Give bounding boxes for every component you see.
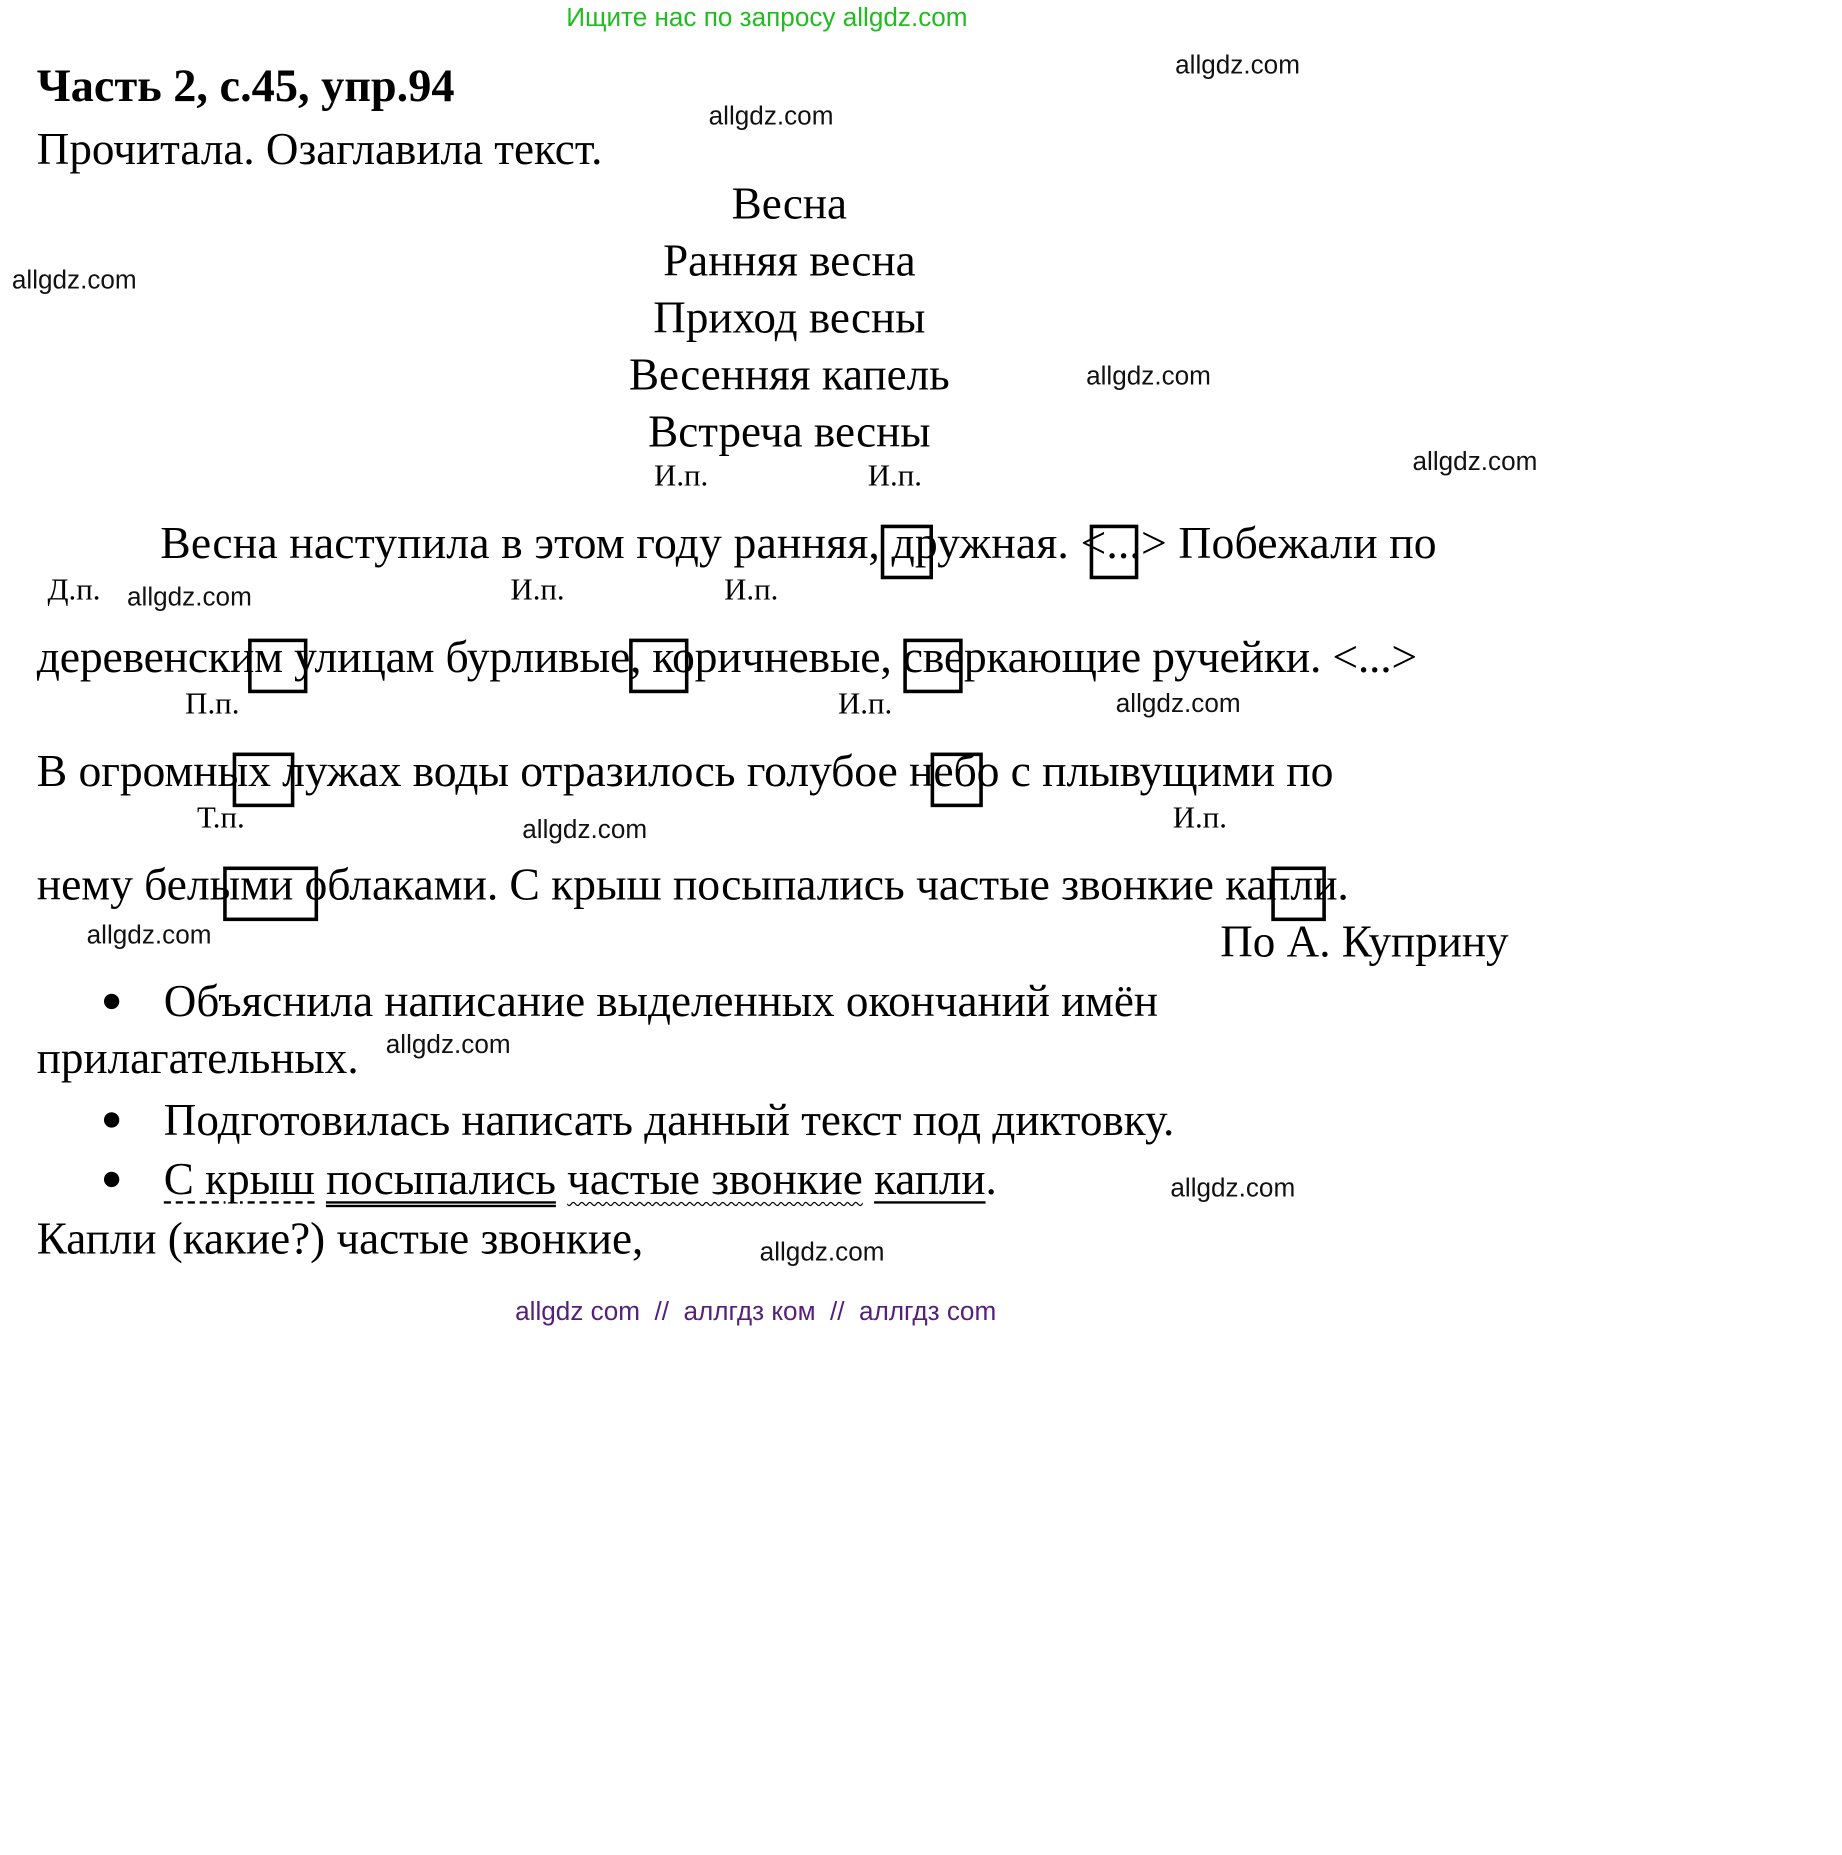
case-label: Д.п.	[47, 572, 101, 607]
sentence-period: .	[985, 1154, 997, 1205]
case-label: И.п.	[510, 572, 565, 607]
attribute-words: частые звонкие	[567, 1154, 863, 1205]
bullet-3-sentence	[164, 1154, 997, 1206]
case-label: И.п.	[867, 458, 922, 493]
bullet-marker: ●	[100, 980, 123, 1020]
case-label: И.п.	[838, 686, 893, 721]
subject-adverbial: С крыш	[163, 1154, 315, 1205]
bullet-marker: ●	[100, 1099, 123, 1139]
title-option-1: Весна	[731, 179, 848, 230]
text-line-4: нему белыми облаками. С крыш посыпались частые звонкие капли.	[36, 860, 1349, 911]
last-line: Капли (какие?) частые звонкие,	[36, 1214, 644, 1265]
watermark: allgdz.com	[522, 814, 648, 844]
watermark: allgdz.com	[86, 919, 212, 950]
ending-highlight-box	[881, 525, 933, 580]
predicate-word: посыпались	[325, 1154, 556, 1205]
text-line-1: Весна наступила в этом году ранняя, дружная. <...> Побежали по	[160, 518, 1437, 569]
header-watermark: Ищите нас по запросу allgdz.com	[566, 2, 968, 33]
watermark: allgdz.com	[11, 264, 137, 295]
intro-text: Прочитала. Озаглавила текст.	[36, 124, 603, 175]
case-label: И.п.	[654, 458, 709, 493]
bullet-1-continuation: прилагательных.	[36, 1033, 359, 1084]
bullet-1-text: Объяснила написание выделенных окончаний имён	[163, 976, 1159, 1027]
watermark: allgdz.com	[1086, 360, 1211, 391]
watermark: allgdz.com	[759, 1236, 885, 1267]
ending-highlight-box	[629, 639, 688, 694]
bullet-2-text: Подготовилась написать данный текст под диктовку.	[163, 1095, 1175, 1146]
text-line-3: В огромных лужах воды отразилось голубое небо с плывущими по	[36, 746, 1334, 797]
bullet-marker: ●	[100, 1158, 123, 1198]
title-option-2: Ранняя весна	[663, 236, 916, 287]
watermark: allgdz.com	[385, 1029, 511, 1059]
watermark: allgdz.com	[1170, 1172, 1296, 1203]
watermark: allgdz.com	[1412, 446, 1538, 476]
ending-highlight-box	[1090, 525, 1139, 580]
watermark: allgdz.com	[1115, 688, 1241, 719]
footer-watermark: allgdz com // аллгдз ком // аллгдз com	[515, 1296, 997, 1326]
watermark: allgdz.com	[708, 100, 834, 131]
ending-highlight-box	[903, 639, 962, 694]
watermark: allgdz.com	[1175, 49, 1300, 80]
page-heading: Часть 2, с.45, упр.94	[36, 60, 455, 112]
title-option-5: Встреча весны	[648, 407, 931, 457]
title-option-3: Приход весны	[653, 293, 926, 344]
ending-highlight-box	[1271, 867, 1326, 922]
ending-highlight-box	[931, 753, 983, 808]
title-option-4: Весенняя капель	[628, 350, 950, 401]
case-label: П.п.	[185, 686, 240, 721]
watermark: allgdz.com	[127, 581, 252, 612]
text-line-2: деревенским улицам бурливые, коричневые, сверкающие ручейки. <...>	[36, 632, 1417, 683]
subject-word: капли	[874, 1154, 986, 1205]
ending-highlight-box	[248, 639, 307, 694]
case-label: Т.п.	[197, 800, 245, 835]
author-attribution: По А. Куприну	[1220, 917, 1509, 968]
ending-highlight-box	[223, 867, 318, 922]
case-label: И.п.	[1172, 800, 1228, 835]
ending-highlight-box	[233, 753, 295, 808]
case-label: И.п.	[724, 572, 779, 607]
